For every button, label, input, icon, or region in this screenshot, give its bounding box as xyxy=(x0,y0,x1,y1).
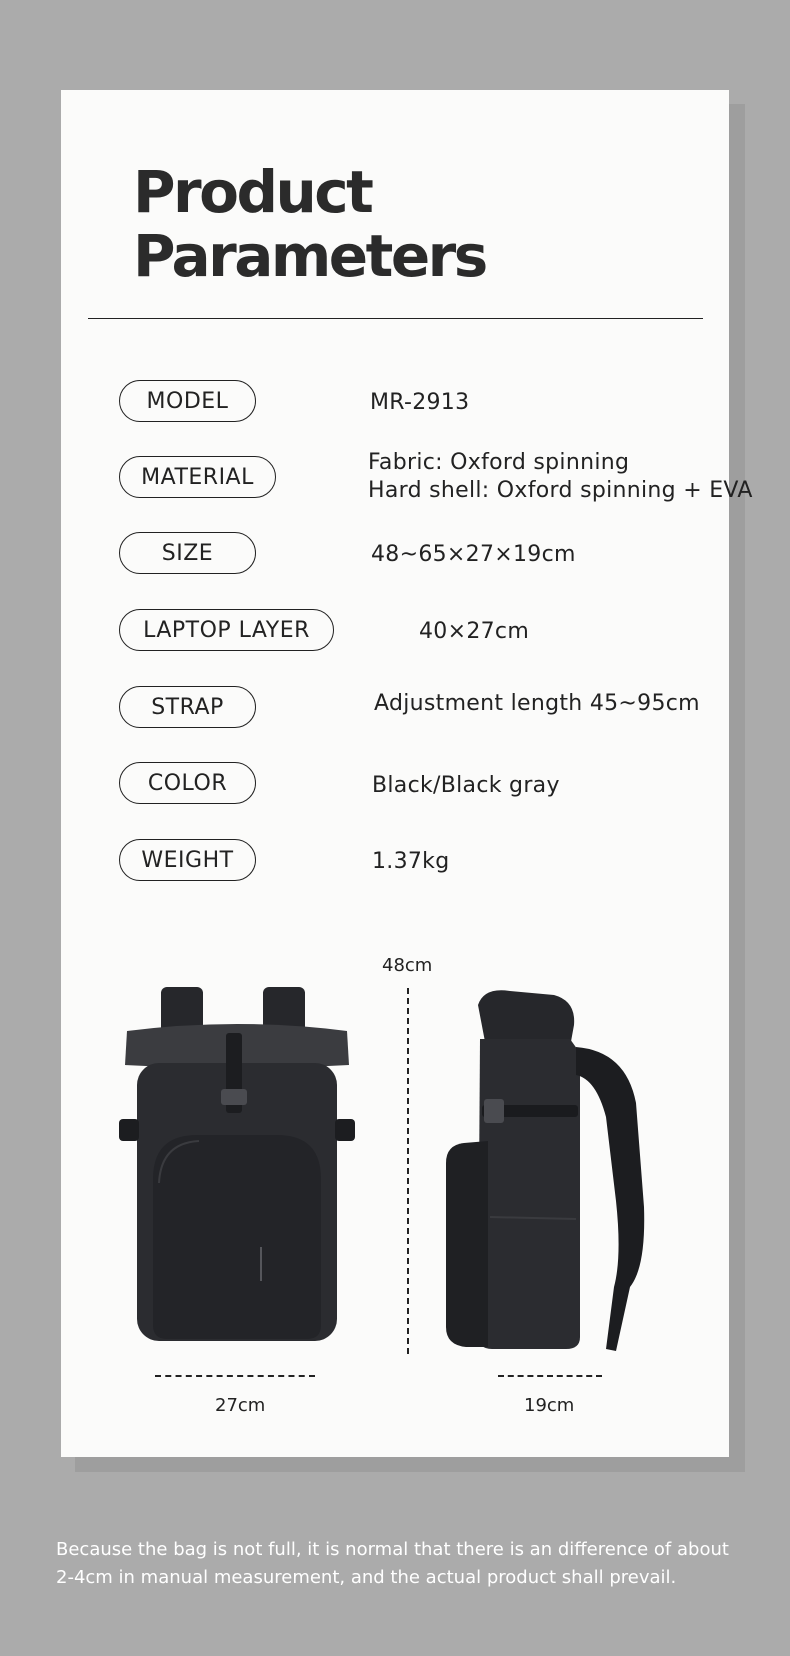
height-dimension-line xyxy=(407,988,409,1354)
width-dimension-line xyxy=(155,1375,315,1377)
param-value-weight: 1.37kg xyxy=(372,849,450,874)
title-line-1: Product xyxy=(133,158,372,226)
param-label-size: SIZE xyxy=(119,532,256,574)
param-label-color: COLOR xyxy=(119,762,256,804)
param-label-strap: STRAP xyxy=(119,686,256,728)
note-line-1: Because the bag is not full, it is normal that there is an difference of about xyxy=(56,1539,729,1560)
param-value-strap: Adjustment length 45~95cm xyxy=(374,691,700,716)
note-line-2: 2-4cm in manual measurement, and the actual product shall prevail. xyxy=(56,1567,677,1588)
param-label-material: MATERIAL xyxy=(119,456,276,498)
backpack-side-image xyxy=(430,987,658,1355)
param-label-laptop-layer: LAPTOP LAYER xyxy=(119,609,334,651)
width-dimension-label: 27cm xyxy=(215,1395,266,1416)
page-title xyxy=(133,160,486,288)
param-value-laptop-layer: 40×27cm xyxy=(419,619,530,644)
measurement-note xyxy=(56,1536,746,1592)
title-line-2: Parameters xyxy=(133,222,486,290)
param-value-material-2: Hard shell: Oxford spinning + EVA xyxy=(368,478,753,503)
param-value-model: MR-2913 xyxy=(370,390,470,415)
depth-dimension-line xyxy=(498,1375,602,1377)
parameters-card xyxy=(61,90,753,1457)
param-value-material-1: Fabric: Oxford spinning xyxy=(368,450,630,475)
title-divider xyxy=(88,318,703,319)
param-value-color: Black/Black gray xyxy=(372,773,560,798)
param-label-model: MODEL xyxy=(119,380,256,422)
param-value-size: 48~65×27×19cm xyxy=(371,542,576,567)
param-label-weight: WEIGHT xyxy=(119,839,256,881)
depth-dimension-label: 19cm xyxy=(524,1395,575,1416)
backpack-front-image xyxy=(113,987,361,1355)
height-dimension-label: 48cm xyxy=(382,955,433,976)
